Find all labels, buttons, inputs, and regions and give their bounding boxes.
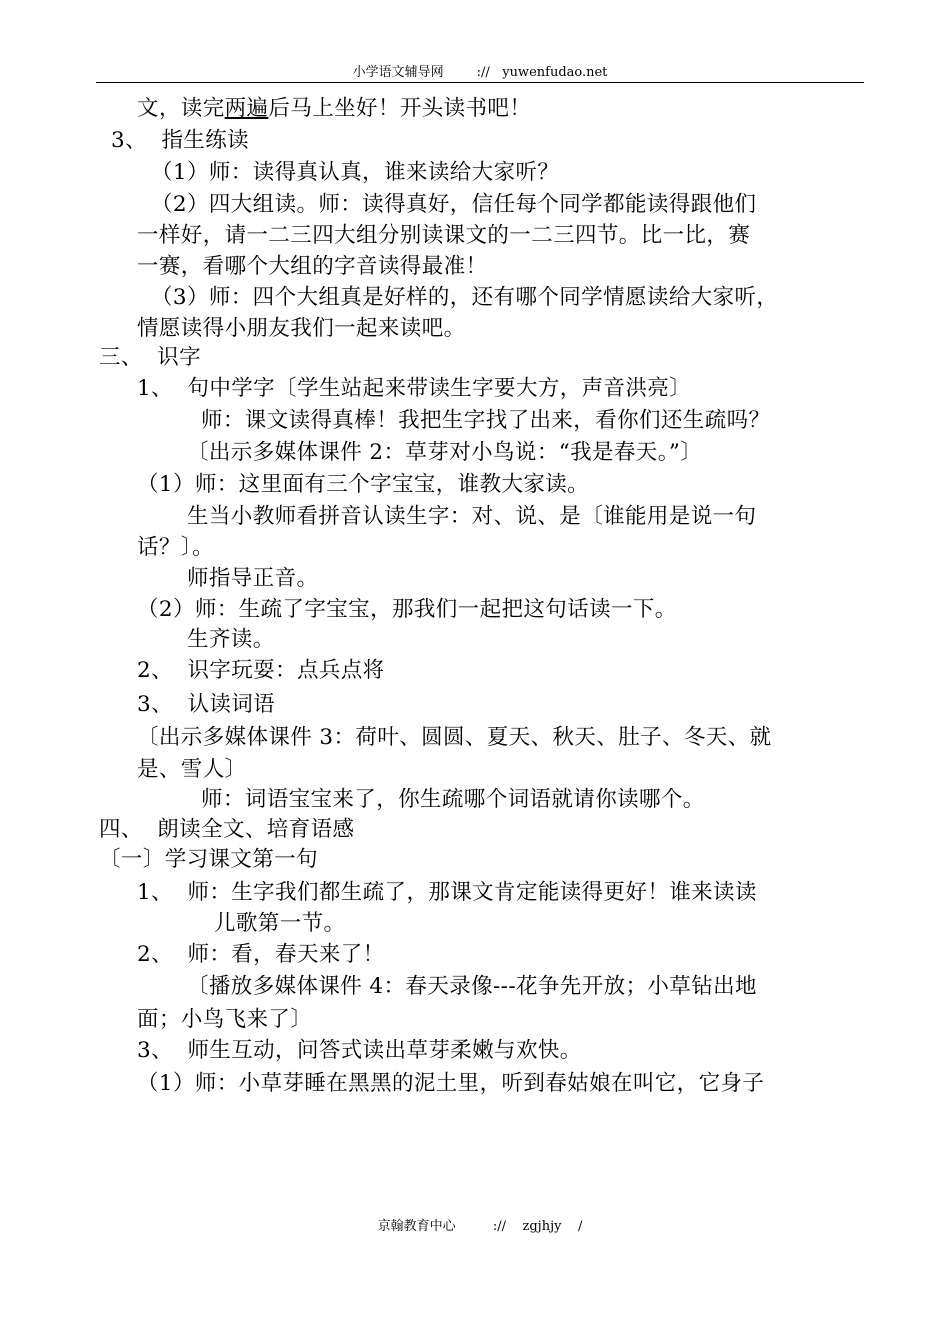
footer-org: 京翰教育中心 <box>377 1219 456 1234</box>
header-separator: :// <box>476 65 490 80</box>
footer-slash: / <box>577 1219 583 1234</box>
text-line-7: （3）师：四个大组真是好样的，还有哪个同学情愿读给大家听， <box>151 285 779 310</box>
text-line-13: （1）师：这里面有三个字宝宝，谁教大家读。 <box>137 472 590 497</box>
text-line-21: 〔出示多媒体课件 3：荷叶、圆圆、夏天、秋天、肚子、冬天、就 <box>137 725 772 750</box>
text-line-28: 2、 师：看，春天来了！ <box>137 942 385 967</box>
header-domain: yuwenfudao.net <box>502 65 608 80</box>
line-1-end: 后马上坐好！开头读书吧！ <box>268 96 532 121</box>
text-line-5: 一样好，请一二三四大组分别读课文的一二三四节。比一比，赛 <box>137 223 751 248</box>
text-line-19: 2、 识字玩耍：点兵点将 <box>137 658 385 683</box>
text-line-17: （2）师：生疏了字宝宝，那我们一起把这句话读一下。 <box>137 597 677 622</box>
page-header <box>96 64 864 83</box>
subsection-heading-1: 〔一〕学习课文第一句 <box>99 847 319 872</box>
text-line-14: 生当小教师看拼音认读生字：对、说、是〔谁能用是说一句 <box>187 504 757 529</box>
text-line-30: 面；小鸟飞来了〕 <box>137 1007 313 1032</box>
text-line-18: 生齐读。 <box>187 627 275 652</box>
text-line-31: 3、 师生互动，问答式读出草芽柔嫩与欢快。 <box>137 1038 582 1063</box>
text-line-12: 〔出示多媒体课件 2：草芽对小鸟说：“我是春天。”〕 <box>187 440 703 465</box>
footer-domain: zgjhjy <box>522 1219 562 1234</box>
text-line-26: 1、 师：生字我们都生疏了，那课文肯定能读得更好！谁来读读 <box>137 880 757 905</box>
text-line-32: （1）师：小草芽睡在黑黑的泥土里，听到春姑娘在叫它，它身子 <box>137 1071 765 1096</box>
text-line-10: 1、 句中学字〔学生站起来带读生字要大方，声音洪亮〕 <box>137 376 692 401</box>
text-line-27: 儿歌第一节。 <box>214 911 346 936</box>
underlined-word: 两遍 <box>224 96 269 121</box>
section-heading-4: 四、 朗读全文、培育语感 <box>99 817 355 842</box>
text-line-4: （2）四大组读。师：读得真好，信任每个同学都能读得跟他们 <box>151 192 757 217</box>
text-line-8: 情愿读得小朋友我们一起来读吧。 <box>137 316 466 341</box>
text-line-2: 3、 指生练读 <box>111 128 250 153</box>
text-line-6: 一赛，看哪个大组的字音读得最准！ <box>137 254 488 279</box>
text-line-20: 3、 认读词语 <box>137 692 276 717</box>
text-line-11: 师：课文读得真棒！我把生字找了出来，看你们还生疏吗？ <box>201 408 771 433</box>
section-heading-3: 三、 识字 <box>99 345 202 370</box>
text-line-23: 师：词语宝宝来了，你生疏哪个词语就请你读哪个。 <box>201 787 705 812</box>
text-line-16: 师指导正音。 <box>187 566 319 591</box>
text-line-15: 话？〕。 <box>137 535 214 560</box>
line-1-start: 文，读完 <box>137 96 225 121</box>
text-line-1 <box>137 94 531 124</box>
header-site: 小学语文辅导网 <box>352 65 444 80</box>
text-line-22: 是、雪人〕 <box>137 757 247 782</box>
text-line-3: （1）师：读得真认真，谁来读给大家听？ <box>151 160 560 185</box>
text-line-29: 〔播放多媒体课件 4：春天录像---花争先开放；小草钻出地 <box>187 974 757 999</box>
footer-separator: :// <box>492 1219 506 1234</box>
page-footer <box>96 1218 864 1236</box>
